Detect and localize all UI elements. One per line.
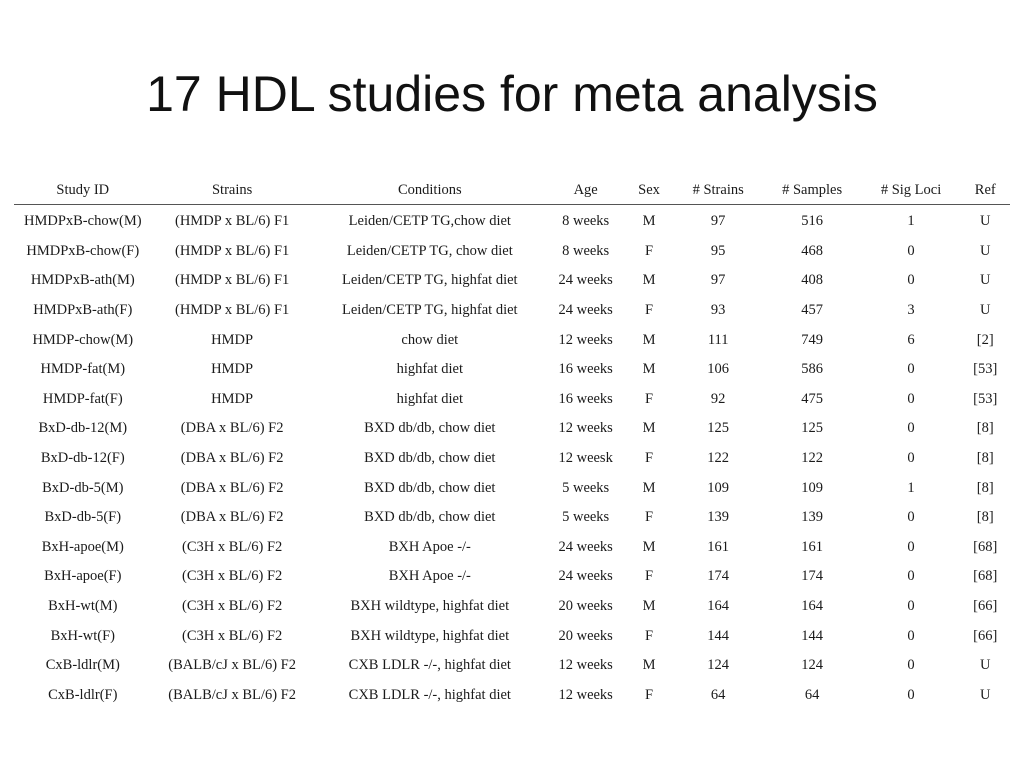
table-body: [14, 205, 1010, 711]
table-row: [14, 533, 1010, 563]
header-sex: Sex: [624, 177, 673, 205]
cell-age: 24 weeks: [558, 272, 613, 289]
cell-num-samples: 64: [804, 686, 820, 703]
cell-conditions: BXD db/db, chow diet: [364, 509, 496, 526]
cell-ref: [8]: [976, 479, 994, 496]
cell-conditions: BXD db/db, chow diet: [364, 450, 496, 467]
cell-strains: (BALB/cJ x BL/6) F2: [168, 686, 296, 703]
cell-num-strains: 97: [710, 213, 726, 230]
cell-conditions: CXB LDLR -/-, highfat diet: [348, 657, 511, 674]
cell-sex: M: [642, 657, 656, 674]
cell-num-samples: 457: [801, 302, 823, 319]
cell-num-samples: 408: [801, 272, 823, 289]
cell-sig-loci: 1: [907, 213, 915, 230]
header-sig-loci: # Sig Loci: [862, 177, 961, 205]
header-num-strains: # Strains: [674, 177, 763, 205]
cell-strains: (DBA x BL/6) F2: [180, 479, 284, 496]
cell-ref: [68]: [973, 538, 998, 555]
cell-num-samples: 586: [801, 361, 823, 378]
cell-strains: (C3H x BL/6) F2: [181, 598, 283, 615]
cell-conditions: highfat diet: [396, 390, 464, 407]
cell-strains: (C3H x BL/6) F2: [181, 568, 283, 585]
cell-strains: (DBA x BL/6) F2: [180, 420, 284, 437]
cell-study-id: HMDPxB-chow(M): [23, 213, 142, 230]
cell-sig-loci: 0: [907, 390, 915, 407]
cell-conditions: BXH Apoe -/-: [388, 568, 471, 585]
cell-conditions: BXH wildtype, highfat diet: [350, 627, 510, 644]
cell-conditions: Leiden/CETP TG, highfat diet: [342, 302, 518, 319]
cell-strains: HMDP: [211, 390, 254, 407]
cell-sig-loci: 0: [907, 627, 915, 644]
cell-strains: (HMDP x BL/6) F1: [175, 242, 290, 259]
cell-num-samples: 468: [801, 242, 823, 259]
cell-sex: M: [642, 213, 656, 230]
cell-study-id: BxH-apoe(F): [44, 568, 122, 585]
cell-strains: (DBA x BL/6) F2: [180, 450, 284, 467]
cell-num-samples: 144: [801, 627, 823, 644]
cell-num-strains: 139: [707, 509, 730, 526]
cell-num-strains: 93: [710, 302, 726, 319]
header-age: Age: [547, 177, 624, 205]
cell-sig-loci: 0: [907, 509, 915, 526]
cell-ref: [8]: [976, 450, 994, 467]
cell-strains: (HMDP x BL/6) F1: [175, 302, 290, 319]
cell-age: 5 weeks: [562, 479, 610, 496]
cell-sig-loci: 0: [907, 657, 915, 674]
cell-study-id: HMDPxB-chow(F): [26, 242, 140, 259]
cell-age: 8 weeks: [562, 242, 610, 259]
cell-sig-loci: 0: [907, 272, 915, 289]
cell-sex: F: [645, 242, 654, 259]
cell-conditions: highfat diet: [396, 361, 464, 378]
cell-study-id: BxH-wt(F): [50, 627, 116, 644]
cell-num-strains: 124: [707, 657, 730, 674]
cell-age: 12 weeks: [558, 420, 613, 437]
cell-conditions: CXB LDLR -/-, highfat diet: [348, 686, 511, 703]
cell-num-strains: 161: [707, 538, 730, 555]
table-row: [14, 296, 1010, 326]
cell-age: 20 weeks: [558, 627, 613, 644]
cell-ref: [2]: [976, 331, 994, 348]
cell-age: 12 weeks: [558, 331, 613, 348]
cell-sex: F: [645, 450, 654, 467]
slide-title: 17 HDL studies for meta analysis: [146, 66, 878, 122]
cell-conditions: Leiden/CETP TG, highfat diet: [342, 272, 518, 289]
cell-ref: [53]: [973, 390, 998, 407]
cell-study-id: CxB-ldlr(F): [48, 686, 118, 703]
cell-ref: [8]: [976, 509, 994, 526]
table-row: [14, 473, 1010, 503]
table-row: [14, 562, 1010, 592]
cell-sig-loci: 0: [907, 598, 915, 615]
cell-sig-loci: 0: [907, 242, 915, 259]
cell-ref: U: [980, 242, 991, 259]
cell-study-id: BxD-db-12(M): [38, 420, 128, 437]
cell-age: 12 weeks: [558, 657, 613, 674]
cell-age: 20 weeks: [558, 598, 613, 615]
cell-study-id: HMDPxB-ath(F): [33, 302, 133, 319]
cell-conditions: BXH wildtype, highfat diet: [350, 598, 510, 615]
cell-conditions: BXD db/db, chow diet: [364, 479, 496, 496]
cell-num-strains: 111: [707, 331, 729, 348]
cell-num-strains: 122: [707, 450, 730, 467]
cell-study-id: BxD-db-5(F): [44, 509, 122, 526]
cell-ref: [53]: [973, 361, 998, 378]
cell-conditions: Leiden/CETP TG, chow diet: [346, 242, 513, 259]
table-row: [14, 503, 1010, 533]
cell-num-samples: 109: [801, 479, 823, 496]
header-num-samples: # Samples: [763, 177, 862, 205]
cell-sig-loci: 0: [907, 361, 915, 378]
cell-strains: (C3H x BL/6) F2: [181, 627, 283, 644]
cell-strains: (C3H x BL/6) F2: [181, 538, 283, 555]
cell-num-strains: 109: [707, 479, 730, 496]
table-row: [14, 444, 1010, 474]
cell-ref: U: [980, 302, 991, 319]
cell-ref: [68]: [973, 568, 998, 585]
cell-num-strains: 95: [710, 242, 726, 259]
table-row: [14, 651, 1010, 681]
cell-sex: M: [642, 331, 656, 348]
cell-ref: U: [980, 686, 991, 703]
cell-num-strains: 164: [707, 598, 730, 615]
cell-num-samples: 749: [801, 331, 823, 348]
cell-sig-loci: 0: [907, 686, 915, 703]
cell-age: 24 weeks: [558, 302, 613, 319]
cell-sex: M: [642, 420, 656, 437]
cell-sex: F: [645, 686, 654, 703]
cell-sex: F: [645, 627, 654, 644]
cell-study-id: HMDP-chow(M): [32, 331, 134, 348]
cell-age: 8 weeks: [562, 213, 610, 230]
cell-num-strains: 92: [710, 390, 726, 407]
cell-age: 16 weeks: [558, 361, 613, 378]
cell-num-samples: 475: [801, 390, 823, 407]
table-row: [14, 237, 1010, 267]
cell-age: 16 weeks: [558, 390, 613, 407]
cell-sex: M: [642, 538, 656, 555]
header-conditions: Conditions: [313, 177, 547, 205]
header-study-id: Study ID: [14, 177, 152, 205]
cell-sex: F: [645, 302, 654, 319]
cell-num-samples: 174: [801, 568, 823, 585]
cell-num-samples: 139: [801, 509, 823, 526]
table-row: [14, 621, 1010, 651]
cell-num-samples: 161: [801, 538, 823, 555]
table-row: [14, 266, 1010, 296]
cell-strains: HMDP: [211, 331, 254, 348]
header-row: [14, 177, 1010, 205]
table-row: [14, 205, 1010, 237]
cell-sig-loci: 1: [907, 479, 915, 496]
cell-ref: [66]: [973, 598, 998, 615]
cell-conditions: BXH Apoe -/-: [388, 538, 471, 555]
cell-num-samples: 516: [801, 213, 823, 230]
cell-conditions: Leiden/CETP TG,chow diet: [348, 213, 511, 230]
cell-sex: M: [642, 479, 656, 496]
cell-sex: M: [642, 272, 656, 289]
header-strains: Strains: [152, 177, 313, 205]
cell-strains: (DBA x BL/6) F2: [180, 509, 284, 526]
cell-ref: U: [980, 213, 991, 230]
cell-age: 12 weesk: [558, 450, 613, 467]
cell-study-id: HMDP-fat(M): [40, 361, 126, 378]
cell-sig-loci: 0: [907, 568, 915, 585]
table-row: [14, 385, 1010, 415]
studies-table: [14, 177, 1010, 710]
cell-sig-loci: 6: [907, 331, 915, 348]
cell-sex: M: [642, 598, 656, 615]
cell-conditions: chow diet: [401, 331, 459, 348]
cell-study-id: BxH-wt(M): [48, 598, 118, 615]
cell-num-strains: 106: [707, 361, 730, 378]
cell-num-strains: 97: [710, 272, 726, 289]
cell-ref: U: [980, 657, 991, 674]
header-ref: Ref: [961, 177, 1010, 205]
cell-sig-loci: 0: [907, 420, 915, 437]
cell-num-samples: 124: [801, 657, 823, 674]
cell-study-id: BxH-apoe(M): [41, 538, 124, 555]
cell-ref: [66]: [973, 627, 998, 644]
cell-num-strains: 64: [710, 686, 726, 703]
cell-study-id: BxD-db-5(M): [42, 479, 124, 496]
cell-sex: F: [645, 509, 654, 526]
cell-num-samples: 125: [801, 420, 823, 437]
cell-ref: U: [980, 272, 991, 289]
cell-study-id: BxD-db-12(F): [40, 450, 125, 467]
cell-num-strains: 125: [707, 420, 730, 437]
cell-age: 24 weeks: [558, 538, 613, 555]
cell-strains: (HMDP x BL/6) F1: [175, 272, 290, 289]
cell-age: 12 weeks: [558, 686, 613, 703]
table-row: [14, 592, 1010, 622]
cell-num-samples: 122: [801, 450, 823, 467]
cell-strains: HMDP: [211, 361, 254, 378]
cell-sex: F: [645, 568, 654, 585]
table-row: [14, 355, 1010, 385]
cell-sig-loci: 3: [907, 302, 915, 319]
cell-sex: F: [645, 390, 654, 407]
cell-age: 5 weeks: [562, 509, 610, 526]
table-row: [14, 325, 1010, 355]
table-row: [14, 681, 1010, 711]
table-row: [14, 414, 1010, 444]
cell-age: 24 weeks: [558, 568, 613, 585]
cell-ref: [8]: [976, 420, 994, 437]
cell-num-samples: 164: [801, 598, 823, 615]
cell-strains: (BALB/cJ x BL/6) F2: [168, 657, 296, 674]
cell-conditions: BXD db/db, chow diet: [364, 420, 496, 437]
cell-num-strains: 144: [707, 627, 730, 644]
cell-study-id: HMDP-fat(F): [42, 390, 123, 407]
cell-sig-loci: 0: [907, 450, 915, 467]
cell-strains: (HMDP x BL/6) F1: [175, 213, 290, 230]
cell-sex: M: [642, 361, 656, 378]
cell-sig-loci: 0: [907, 538, 915, 555]
cell-num-strains: 174: [707, 568, 730, 585]
cell-study-id: HMDPxB-ath(M): [30, 272, 135, 289]
cell-study-id: CxB-ldlr(M): [45, 657, 120, 674]
